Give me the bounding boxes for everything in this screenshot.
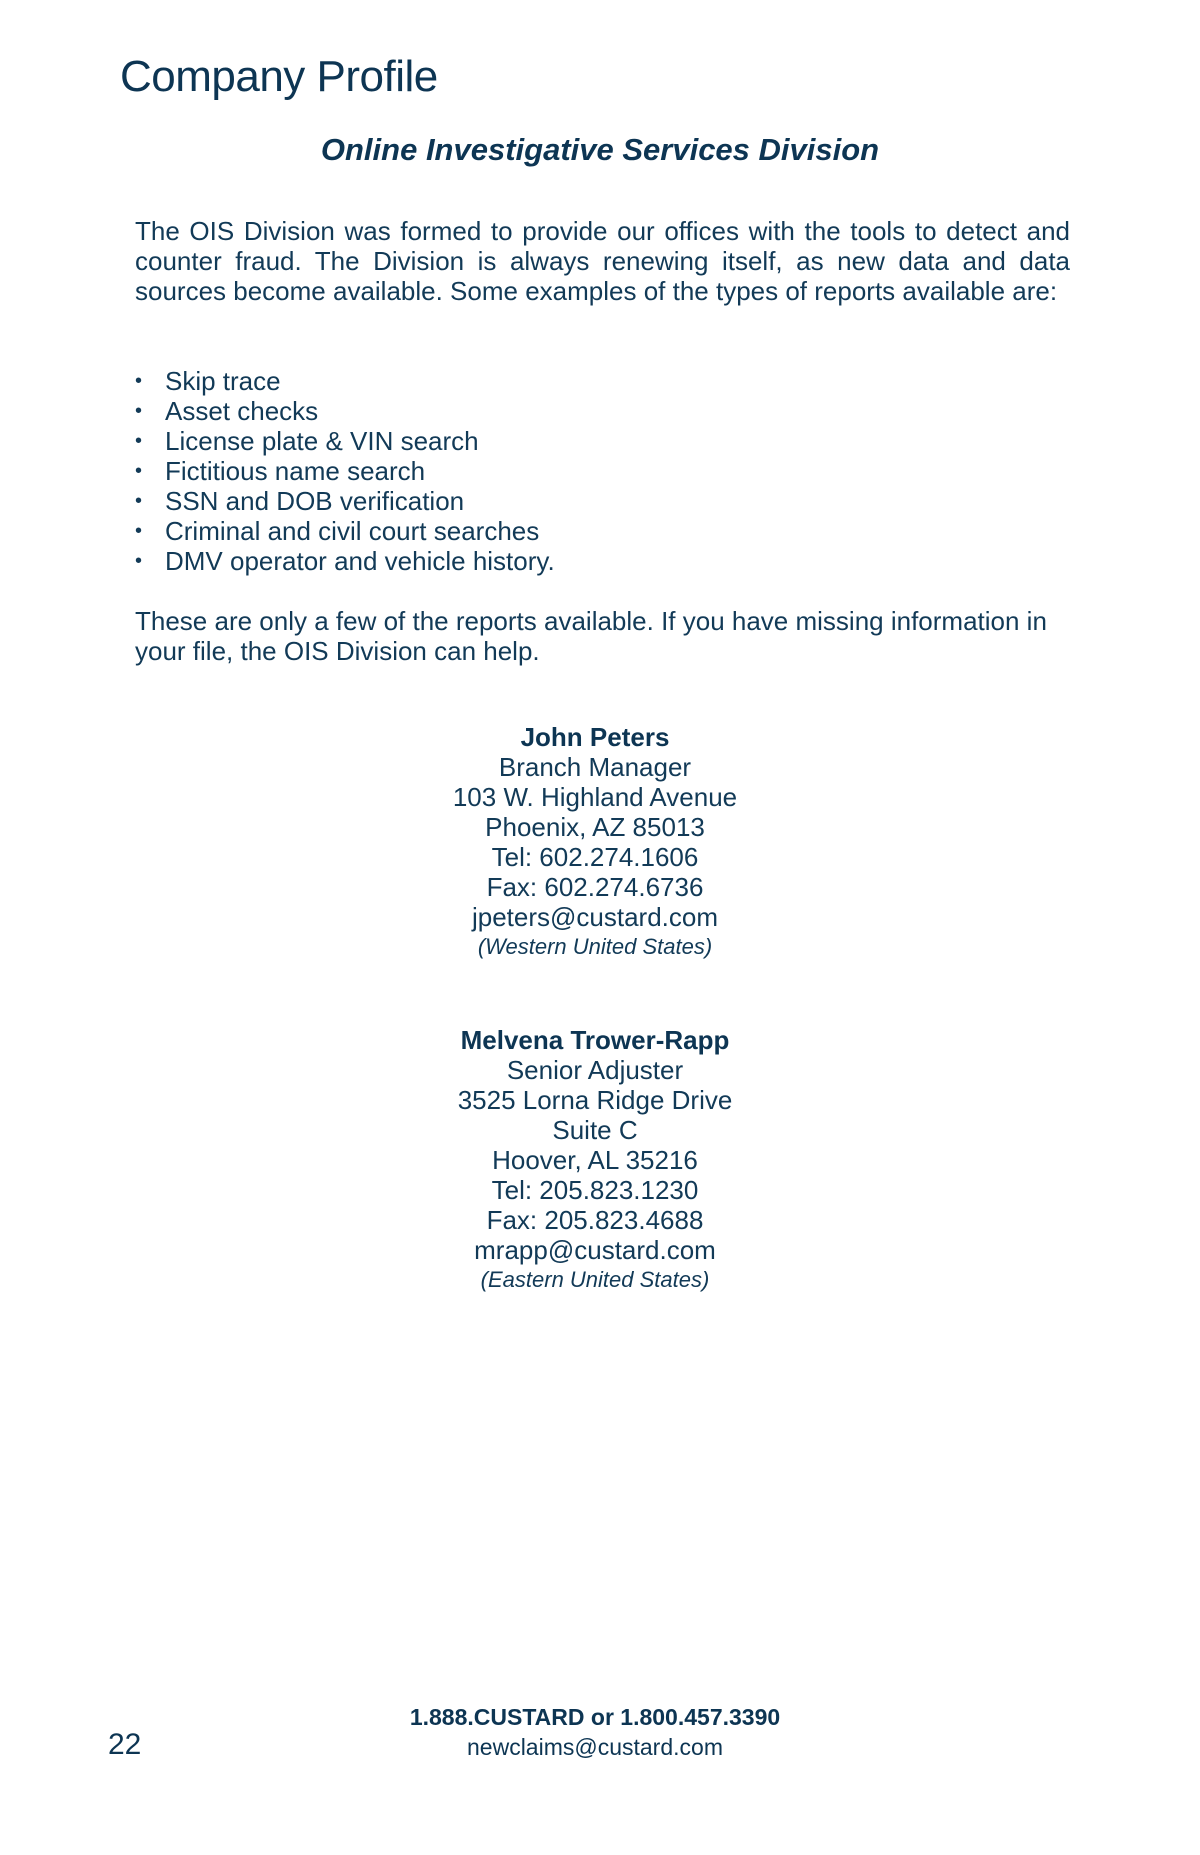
report-label: Skip trace — [165, 366, 281, 396]
report-label: Fictitious name search — [165, 456, 426, 486]
list-item — [135, 396, 555, 426]
list-item — [135, 366, 555, 396]
bullet-icon: • — [135, 550, 143, 572]
contact-address-line: Hoover, AL 35216 — [492, 1145, 698, 1175]
list-item — [135, 486, 555, 516]
footer-email[interactable]: newclaims@custard.com — [467, 1734, 723, 1760]
contact-card-john-peters — [0, 722, 1190, 962]
list-item — [135, 426, 555, 456]
bullet-icon: • — [135, 520, 143, 542]
footer — [0, 1702, 1190, 1762]
footer-phones: 1.888.CUSTARD or 1.800.457.3390 — [409, 1704, 781, 1730]
page-title: Company Profile — [120, 52, 438, 101]
intro-paragraph: The OIS Division was formed to provide our offices with the tools to detect and counter fraud. The Division is always renewing itself, as new data and data sources become available. Some examples of the types of reports available are: — [135, 216, 1070, 306]
contact-address-line: Phoenix, AZ 85013 — [485, 812, 705, 842]
contact-region: (Western United States) — [477, 934, 713, 959]
contact-email[interactable]: mrapp@custard.com — [474, 1235, 716, 1265]
report-label: License plate & VIN search — [165, 426, 479, 456]
contact-name: John Peters — [520, 722, 670, 752]
report-label: Asset checks — [165, 396, 319, 426]
division-heading: Online Investigative Services Division — [320, 132, 880, 167]
list-item — [135, 546, 555, 576]
report-label: Criminal and civil court searches — [165, 516, 540, 546]
contact-tel: Tel: 602.274.1606 — [491, 842, 699, 872]
report-label: SSN and DOB verification — [165, 486, 465, 516]
bullet-icon: • — [135, 430, 143, 452]
contact-region: (Eastern United States) — [480, 1267, 710, 1292]
contact-email[interactable]: jpeters@custard.com — [471, 902, 719, 932]
contact-address-line: Suite C — [552, 1115, 638, 1145]
outro-paragraph: These are only a few of the reports available. If you have missing information in your file, the OIS Division can help. — [135, 606, 1047, 666]
bullet-icon: • — [135, 490, 143, 512]
contact-tel: Tel: 205.823.1230 — [491, 1175, 699, 1205]
bullet-icon: • — [135, 400, 143, 422]
report-list — [135, 366, 555, 576]
report-label: DMV operator and vehicle history. — [165, 546, 555, 576]
contact-name: Melvena Trower-Rapp — [460, 1025, 730, 1055]
contact-title: Branch Manager — [498, 752, 692, 782]
list-item — [135, 516, 555, 546]
contact-title: Senior Adjuster — [506, 1055, 684, 1085]
bullet-icon: • — [135, 370, 143, 392]
contact-fax: Fax: 205.823.4688 — [486, 1205, 704, 1235]
contact-address-line: 103 W. Highland Avenue — [452, 782, 738, 812]
page-number: 22 — [108, 1728, 142, 1761]
contact-address-line: 3525 Lorna Ridge Drive — [457, 1085, 733, 1115]
list-item — [135, 456, 555, 486]
bullet-icon: • — [135, 460, 143, 482]
contact-card-melvena-trower-rapp — [0, 1025, 1190, 1295]
contact-fax: Fax: 602.274.6736 — [486, 872, 704, 902]
